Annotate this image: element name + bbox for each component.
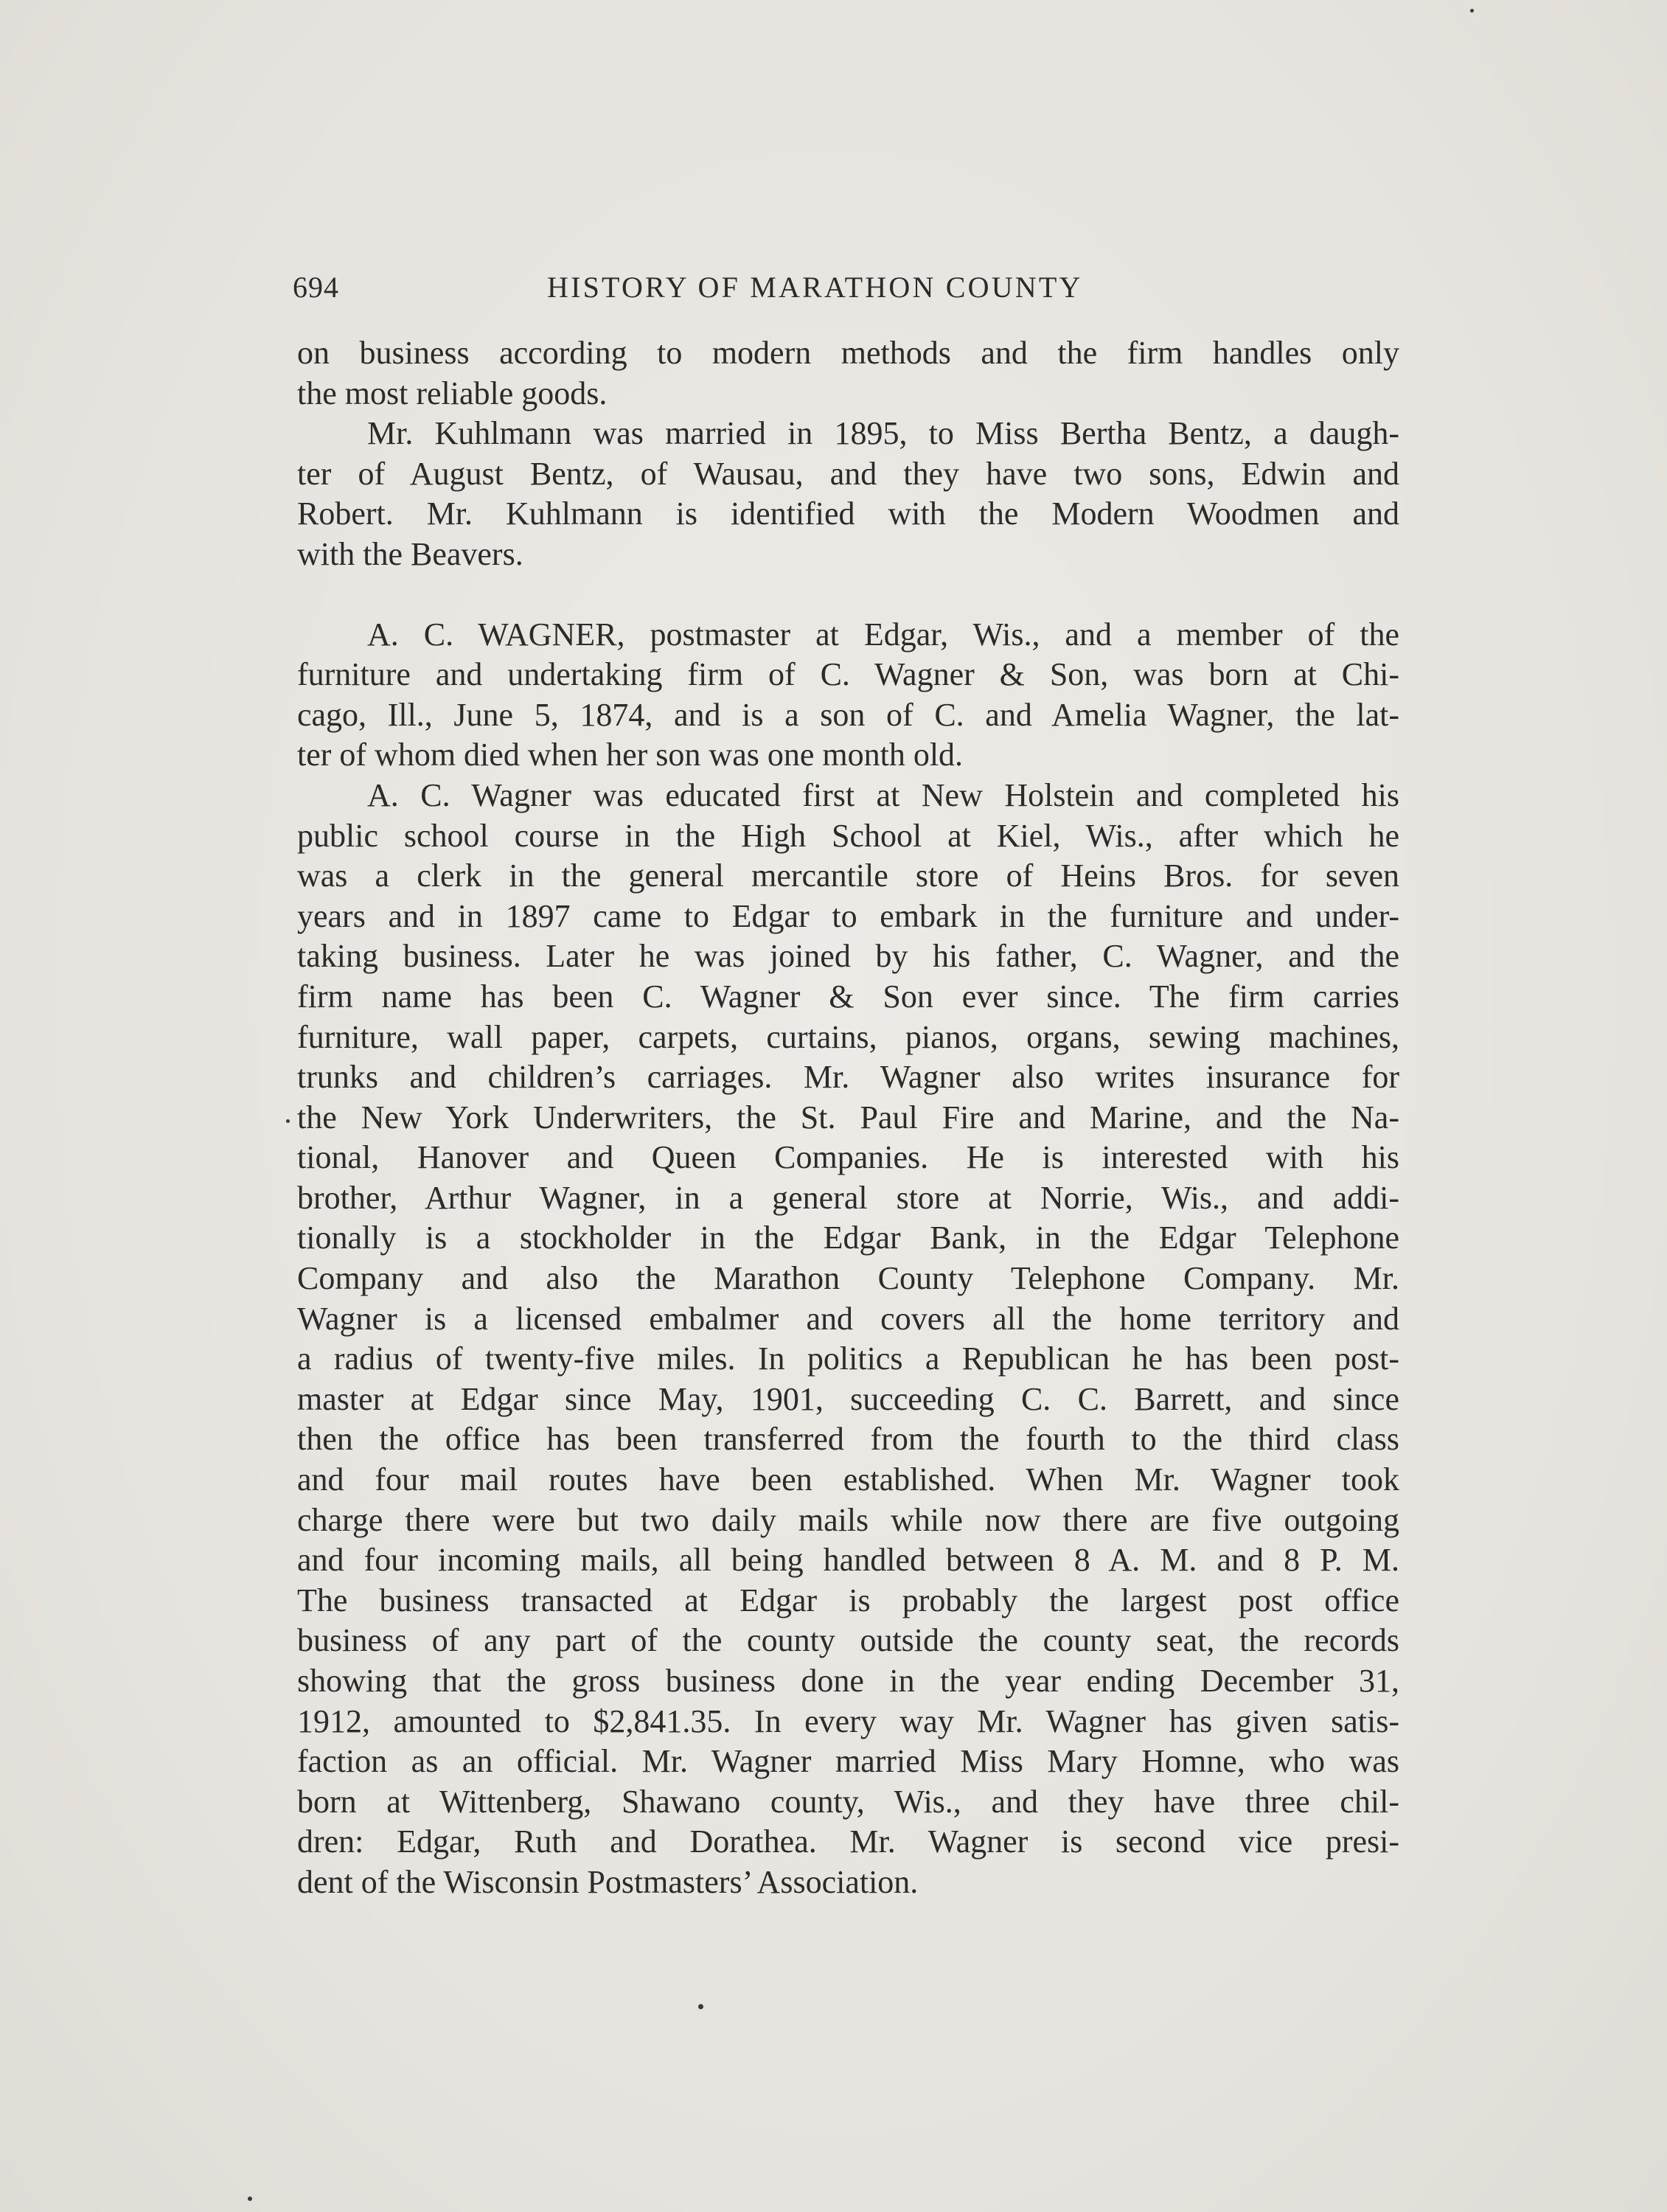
text-line: Mr. Kuhlmann was married in 1895, to Miss Bertha Bentz, a daugh- <box>367 415 1399 452</box>
text-line: cago, Ill., June 5, 1874, and is a son of C. and Amelia Wagner, the lat- <box>297 696 1399 733</box>
text-line: Company and also the Marathon County Telephone Company. Mr. <box>297 1260 1399 1297</box>
text-line: dent of the Wisconsin Postmasters’ Association. <box>297 1863 919 1900</box>
text-line: ter of August Bentz, of Wausau, and they have two sons, Edwin and <box>297 455 1399 492</box>
body-text <box>297 333 1399 1903</box>
text-line: and four incoming mails, all being handled between 8 A. M. and 8 P. M. <box>297 1542 1399 1579</box>
text-line: furniture, wall paper, carpets, curtains, pianos, organs, sewing machines, <box>297 1018 1399 1055</box>
print-speck <box>248 2197 252 2201</box>
running-title: HISTORY OF MARATHON COUNTY <box>547 271 1083 304</box>
text-line: faction as an official. Mr. Wagner married Miss Mary Homne, who was <box>297 1743 1399 1780</box>
text-line: and four mail routes have been established. When Mr. Wagner took <box>297 1461 1399 1498</box>
text-line: showing that the gross business done in the year ending December 31, <box>297 1663 1399 1699</box>
text-line: dren: Edgar, Ruth and Dorathea. Mr. Wagner is second vice presi- <box>297 1823 1399 1860</box>
paragraph-gap <box>297 575 1399 615</box>
print-speck <box>286 1119 290 1123</box>
text-line: business of any part of the county outside the county seat, the records <box>297 1622 1399 1659</box>
text-line: The business transacted at Edgar is probably the largest post office <box>297 1582 1399 1618</box>
text-line: charge there were but two daily mails while now there are five outgoing <box>297 1501 1399 1538</box>
text-line: trunks and children’s carriages. Mr. Wagner also writes insurance for <box>297 1059 1399 1096</box>
text-line: was a clerk in the general mercantile store of Heins Bros. for seven <box>297 858 1399 894</box>
text-line: ter of whom died when her son was one month old. <box>297 737 964 773</box>
text-line: taking business. Later he was joined by his father, C. Wagner, and the <box>297 938 1399 975</box>
text-line: firm name has been C. Wagner & Son ever since. The firm carries <box>297 978 1399 1015</box>
text-line: on business according to modern methods and the firm handles only <box>297 335 1399 371</box>
text-line: Robert. Mr. Kuhlmann is identified with the Modern Woodmen and <box>297 495 1399 532</box>
text-line: with the Beavers. <box>297 535 523 572</box>
text-line: years and in 1897 came to Edgar to embark in the furniture and under- <box>297 897 1399 934</box>
text-line: born at Wittenberg, Shawano county, Wis., and they have three chil- <box>297 1783 1399 1820</box>
text-line: furniture and undertaking firm of C. Wagner & Son, was born at Chi- <box>297 656 1399 693</box>
page-number: 694 <box>293 271 339 304</box>
page-header <box>293 265 1141 310</box>
text-line: Wagner is a licensed embalmer and covers all the home territory and <box>297 1300 1399 1337</box>
text-line: master at Edgar since May, 1901, succeeding C. C. Barrett, and since <box>297 1380 1399 1417</box>
text-line: a radius of twenty-five miles. In politics a Republican he has been post- <box>297 1340 1399 1377</box>
text-line: A. C. WAGNER, postmaster at Edgar, Wis., and a member of the <box>367 616 1399 653</box>
text-line: the New York Underwriters, the St. Paul Fire and Marine, and the Na- <box>297 1099 1399 1135</box>
text-line: then the office has been transferred from the fourth to the third class <box>297 1421 1399 1458</box>
text-line: brother, Arthur Wagner, in a general store at Norrie, Wis., and addi- <box>297 1179 1399 1216</box>
print-speck <box>1470 9 1474 13</box>
text-line: public school course in the High School at Kiel, Wis., after which he <box>297 817 1399 854</box>
text-line: the most reliable goods. <box>297 375 608 411</box>
print-speck <box>698 2004 703 2009</box>
text-line: tionally is a stockholder in the Edgar Bank, in the Edgar Telephone <box>297 1220 1399 1256</box>
text-line: A. C. Wagner was educated first at New Holstein and completed his <box>367 776 1399 813</box>
text-line: 1912, amounted to $2,841.35. In every way Mr. Wagner has given satis- <box>297 1703 1399 1739</box>
text-line: tional, Hanover and Queen Companies. He is interested with his <box>297 1139 1399 1176</box>
